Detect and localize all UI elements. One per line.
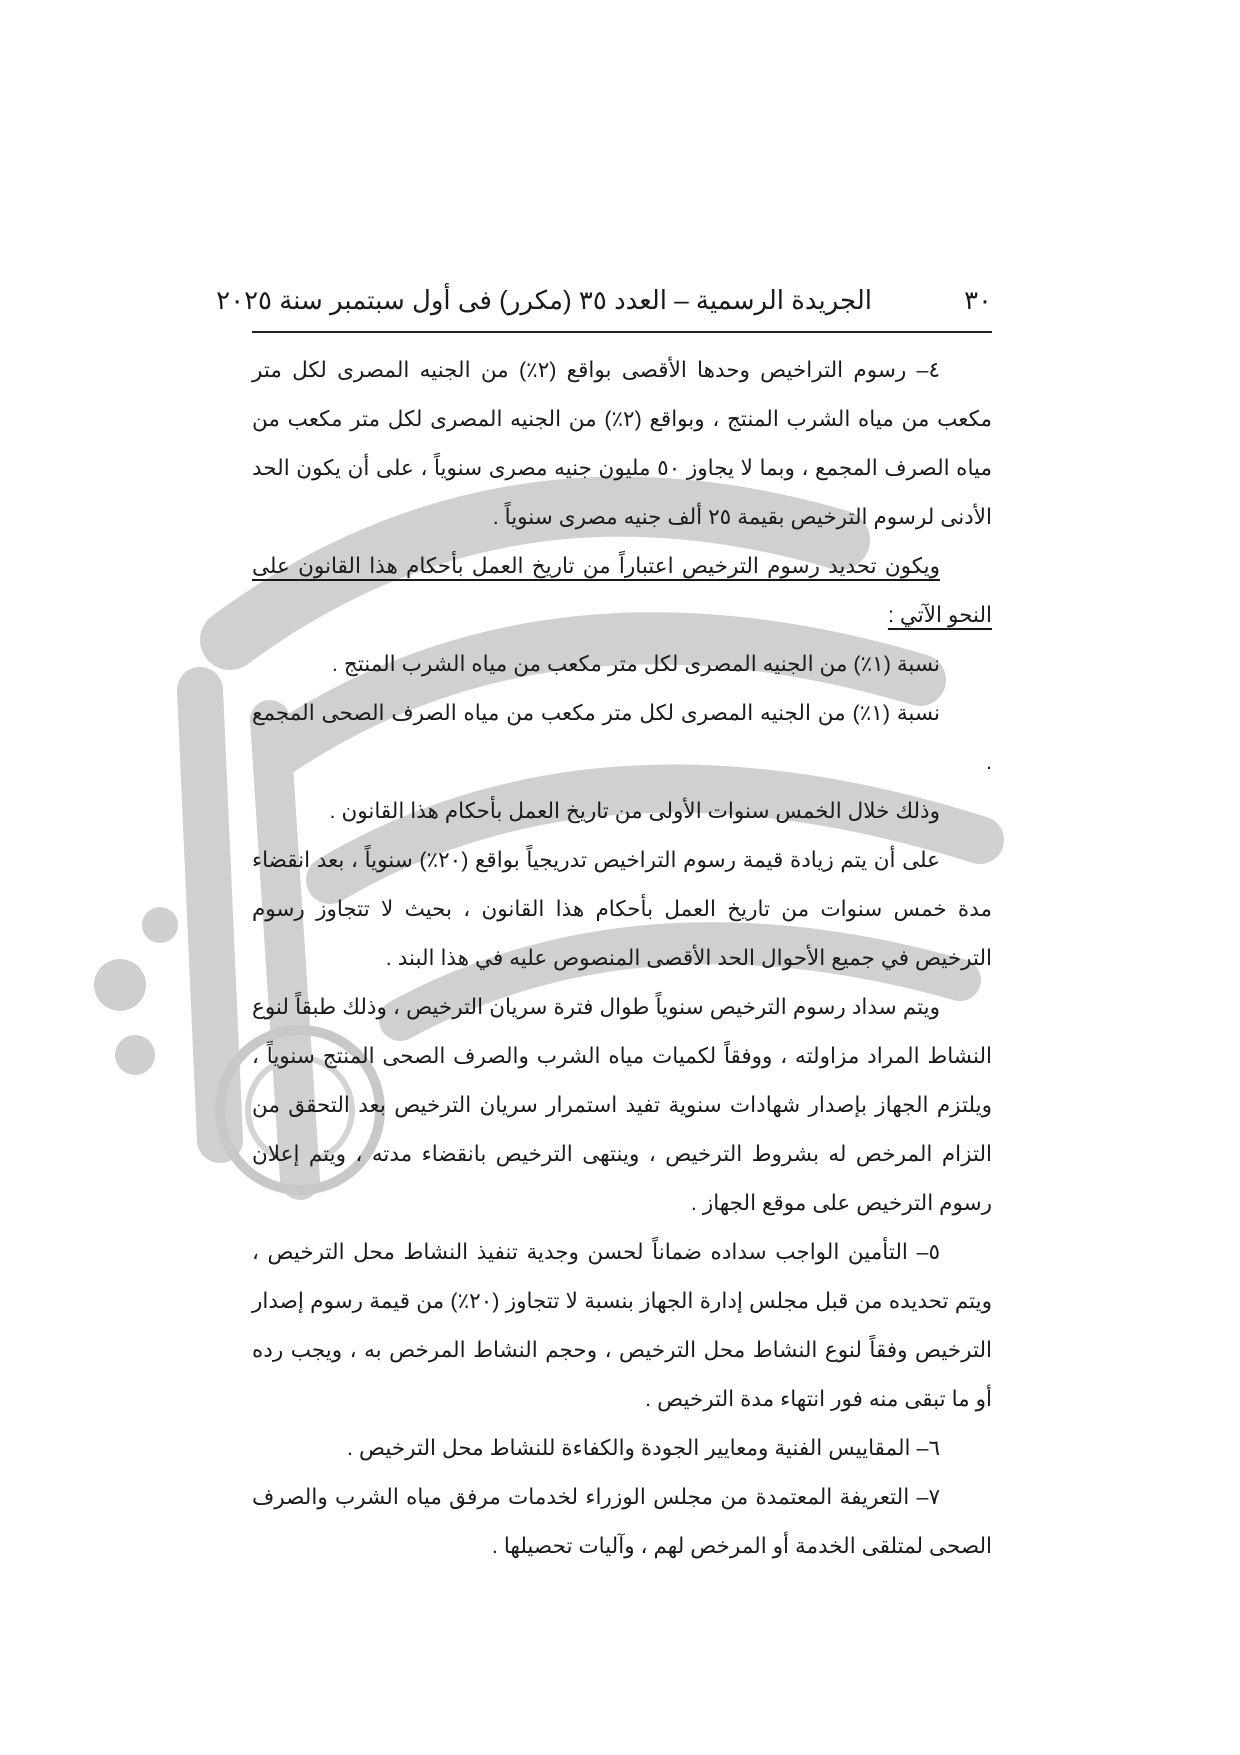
watermark-dot xyxy=(94,959,146,1011)
watermark-dot xyxy=(142,907,178,943)
paragraph-fee-determination: ويكون تحديد رسوم الترخيص اعتباراً من تاريخ العمل بأحكام هذا القانون على النحو الآتي : xyxy=(252,554,992,627)
paragraph-gradual-increase: على أن يتم زيادة قيمة رسوم التراخيص تدريجياً بواقع (٢٠٪) سنوياً ، بعد انقضاء مدة خمس سنوات من تاريخ العمل بأحكام هذا القانون ، بحيث لا تتجاوز رسوم الترخيص في جميع الأحوال الحد الأقصى المنصوص عليه في هذا البند . xyxy=(252,848,992,970)
paragraph-rate-sewage: نسبة (١٪) من الجنيه المصرى لكل متر مكعب من مياه الصرف الصحى المجمع . xyxy=(252,701,992,774)
paragraph-item-7: ٧– التعريفة المعتمدة من مجلس الوزراء لخدمات مرفق مياه الشرب والصرف الصحى لمتلقى الخدمة أو المرخص لهم ، وآليات تحصيلها . xyxy=(252,1485,992,1558)
watermark-stroke xyxy=(200,690,220,1140)
document-body xyxy=(252,346,992,1571)
paragraph-item-4: ٤– رسوم التراخيص وحدها الأقصى بواقع (٢٪) من الجنيه المصرى لكل متر مكعب من مياه الشرب المنتج ، وبواقع (٢٪) من الجنيه المصرى لكل متر مكعب من مياه الصرف المجمع ، وبما لا يجاوز ٥٠ مليون جنيه مصرى سنوياً ، على أن يكون الحد الأدنى لرسوم الترخيص بقيمة ٢٥ ألف جنيه مصرى سنوياً . xyxy=(252,358,993,529)
paragraph-annual-payment: ويتم سداد رسوم الترخيص سنوياً طوال فترة سريان الترخيص ، وذلك طبقاً لنوع النشاط المراد مزاولته ، ووفقاً لكميات مياه الشرب والصرف الصحى المنتج سنوياً ، ويلتزم الجهاز بإصدار شهادات سنوية تفيد استمرار سريان الترخيص بعد التحقق من التزام المرخص له بشروط الترخيص ، وينتهى الترخيص بانقضاء مدته ، ويتم إعلان رسوم الترخيص على موقع الجهاز . xyxy=(252,995,992,1215)
page-header xyxy=(216,285,992,321)
paragraph-item-6: ٦– المقاييس الفنية ومعايير الجودة والكفاءة للنشاط محل الترخيص . xyxy=(347,1436,940,1460)
header-divider xyxy=(252,331,992,333)
paragraph-rate-drinking-water: نسبة (١٪) من الجنيه المصرى لكل متر مكعب من مياه الشرب المنتج . xyxy=(331,652,940,676)
paragraph-item-5: ٥– التأمين الواجب سداده ضماناً لحسن وجدية تنفيذ النشاط محل الترخيص ، ويتم تحديده من قبل مجلس إدارة الجهاز بنسبة لا تتجاوز (٢٠٪) من قيمة رسوم إصدار الترخيص وفقاً لنوع النشاط محل الترخيص ، وحجم النشاط المرخص به ، ويجب رده أو ما تبقى منه فور انتهاء مدة الترخيص . xyxy=(252,1240,992,1411)
paragraph-first-five-years: وذلك خلال الخمس سنوات الأولى من تاريخ العمل بأحكام هذا القانون . xyxy=(329,799,940,823)
gazette-header-title: الجريدة الرسمية – العدد ٣٥ (مكرر) فى أول سبتمبر سنة ٢٠٢٥ xyxy=(216,285,872,315)
page-number: ٣٠ xyxy=(964,285,992,315)
watermark-dot xyxy=(115,1035,155,1075)
